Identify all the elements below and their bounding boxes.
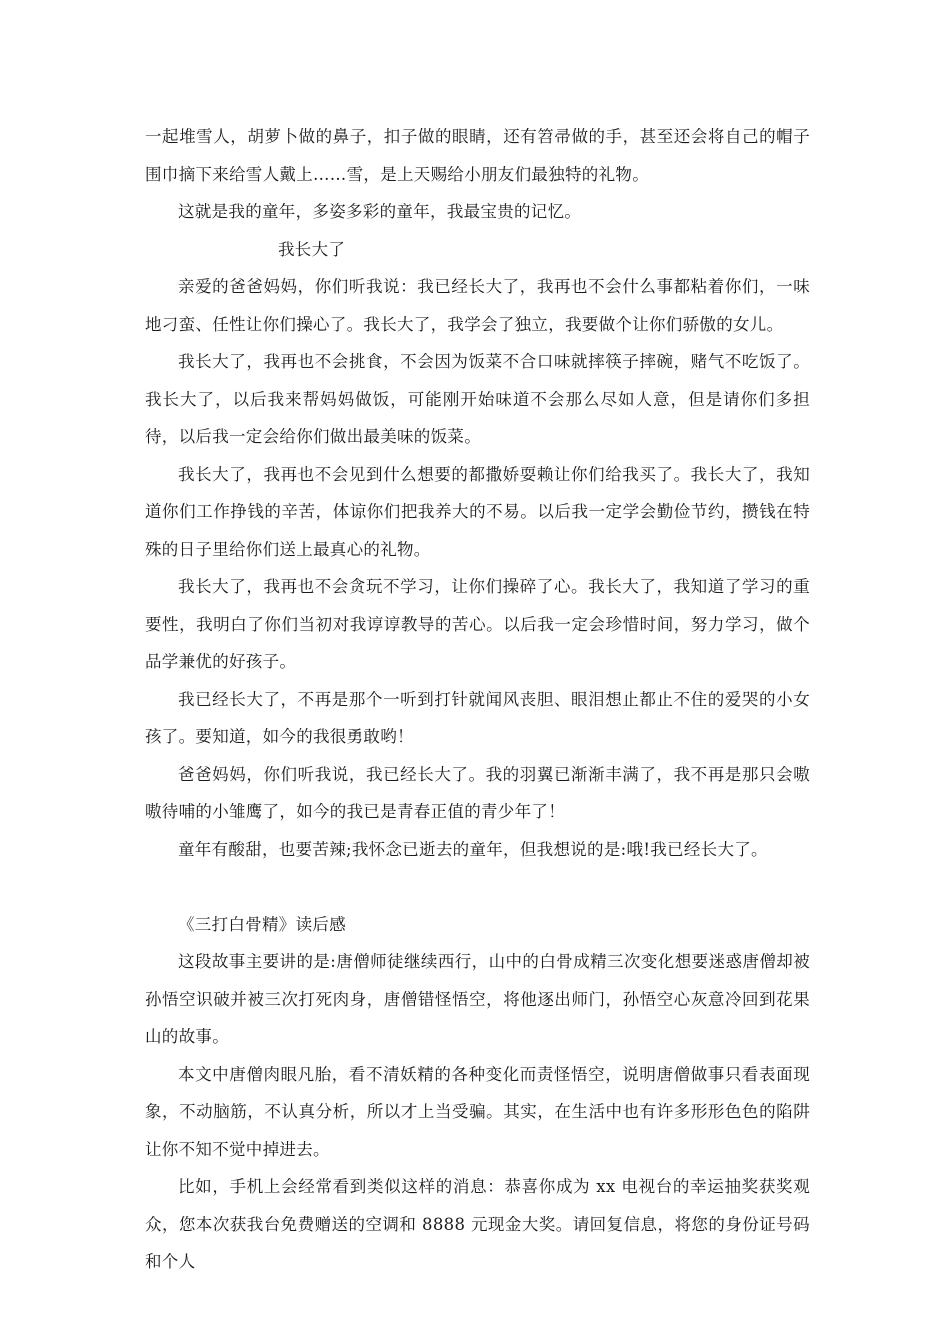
paragraph: 我已经长大了，不再是那个一听到打针就闻风丧胆、眼泪想止都止不住的爱哭的小女孩了。要知道，如今的我很勇敢哟！ (145, 689, 810, 746)
paragraph: 这段故事主要讲的是:唐僧师徒继续西行，山中的白骨成精三次变化想要迷惑唐僧却被孙悟空识破并被三次打死肉身，唐僧错怪悟空，将他逐出师门，孙悟空心灰意冷回到花果山的故事。 (145, 952, 810, 1046)
paragraph: 我长大了，我再也不会见到什么想要的都撒娇耍赖让你们给我买了。我长大了，我知道你们工作挣钱的辛苦，体谅你们把我养大的不易。以后我一定学会勤俭节约，攒钱在特殊的日子里给你们送上最真心的礼物。 (145, 464, 810, 559)
paragraph: 我长大了，我再也不会贪玩不学习，让你们操碎了心。我长大了，我知道了学习的重要性，我明白了你们当初对我谆谆教导的苦心。以后我一定会珍惜时间，努力学习，做个品学兼优的好孩子。 (145, 577, 810, 671)
paragraph: 爸爸妈妈，你们听我说，我已经长大了。我的羽翼已渐渐丰满了，我不再是那只会嗷嗷待哺的小雏鹰了，如今的我已是青春正值的青少年了！ (145, 764, 810, 821)
paragraph: 童年有酸甜，也要苦辣;我怀念已逝去的童年，但我想说的是:哦!我已经长大了。 (178, 839, 768, 859)
paragraph: 我长大了，我再也不会挑食，不会因为饭菜不合口味就摔筷子摔碗，赌气不吃饭了。我长大了，以后我来帮妈妈做饭，可能刚开始味道不会那么尽如人意，但是请你们多担待，以后我一定会给你们做出最美味的饭菜。 (145, 352, 810, 446)
document-page (145, 118, 810, 1281)
continued-paragraph: 一起堆雪人，胡萝卜做的鼻子，扣子做的眼睛，还有笤帚做的手，甚至还会将自己的帽子围巾摘下来给雪人戴上……雪，是上天赐给小朋友们最独特的礼物。 (145, 127, 810, 184)
closing-paragraph: 这就是我的童年，多姿多彩的童年，我最宝贵的记忆。 (178, 202, 582, 221)
essay-title-book-review: 《三打白骨精》读后感 (178, 914, 346, 934)
paragraph: 比如，手机上会经常看到类似这样的消息：恭喜你成为 xx 电视台的幸运抽奖获奖观众，您本次获我台免费赠送的空调和 8888 元现金大奖。请回复信息，将您的身份证号码和个人 (145, 1177, 810, 1271)
paragraph: 本文中唐僧肉眼凡胎，看不清妖精的各种变化而责怪悟空，说明唐僧做事只看表面现象，不动脑筋，不认真分析，所以才上当受骗。其实，在生活中也有许多形形色色的陷阱让你不知不觉中掉进去。 (145, 1064, 810, 1159)
paragraph: 亲爱的爸爸妈妈，你们听我说：我已经长大了，我再也不会什么事都粘着你们，一味地刁蛮、任性让你们操心了。我长大了，我学会了独立，我要做个让你们骄傲的女儿。 (145, 277, 810, 334)
section-gap (145, 868, 810, 906)
essay-title-grown-up: 我长大了 (278, 239, 346, 259)
